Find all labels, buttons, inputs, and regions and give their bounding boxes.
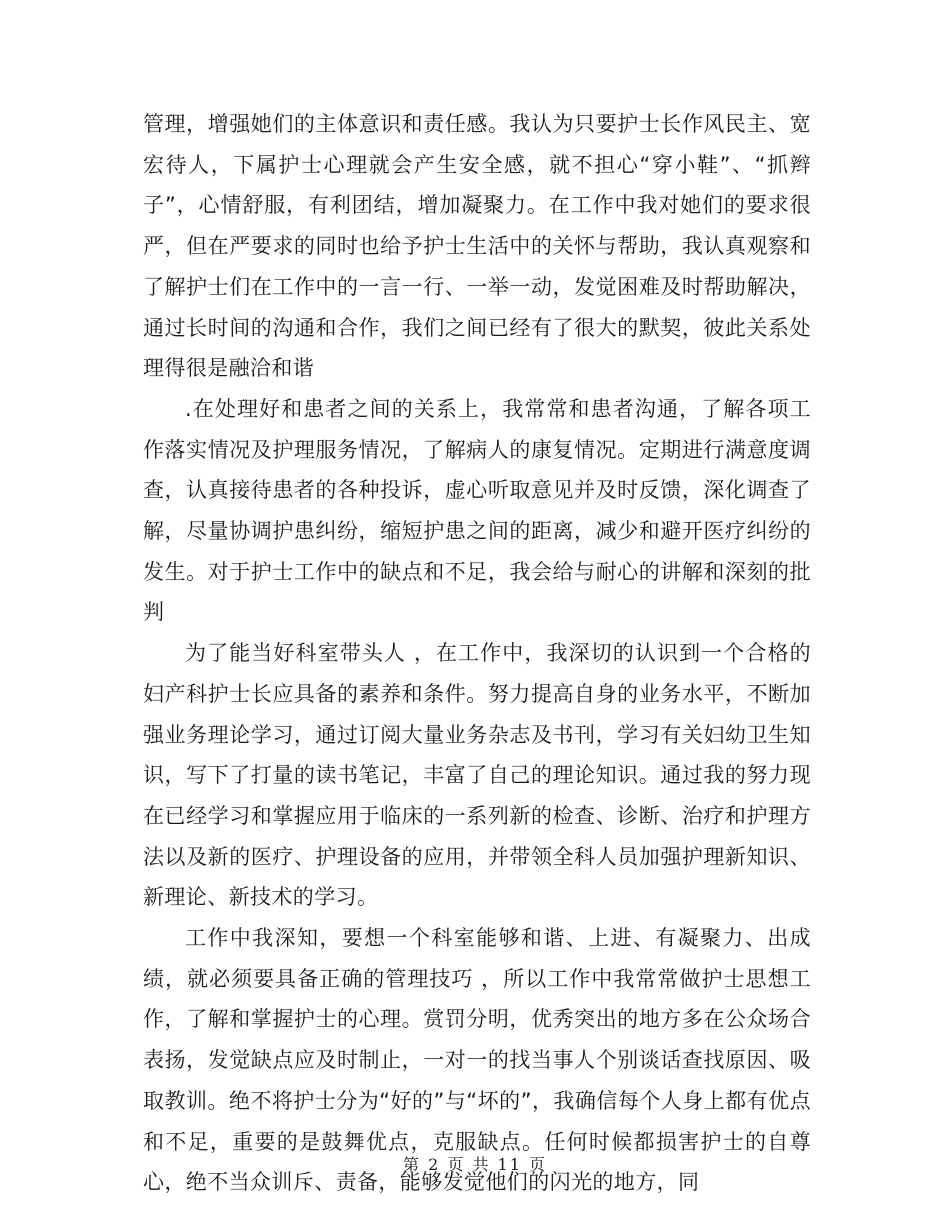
page-footer: 第 2 页 共 11 页 [403, 1155, 547, 1174]
document-body [143, 104, 811, 1203]
paragraph-4: 工作中我深知，要想一个科室能够和谐、上进、有凝聚力、出成绩，就必须要具备正确的管理技巧 ，所以工作中我常常做护士思想工作，了解和掌握护士的心理。赏罚分明，优秀突出的地方多在公众场合表扬，发觉缺点应及时制止，一对一的找当事人个别谈话查找原因、吸取教训。绝不将护士分为“好的”与“坏的”，我确信每个人身上都有优点和不足，重要的是鼓舞优点，克服缺点。任何时候都损害护士的自尊心，绝不当众训斥、责备，能够发觉他们的闪光的地方，同 [143, 926, 811, 1195]
paragraph-3: 为了能当好科室带头人 ，在工作中，我深切的认识到一个合格的妇产科护士长应具备的素养和条件。努力提高自身的业务水平，不断加强业务理论学习，通过订阅大量业务杂志及书刊，学习有关妇幼卫生知识，写下了打量的读书笔记，丰富了自己的理论知识。通过我的努力现在已经学习和掌握应用于临床的一系列新的检查、诊断、治疗和护理方法以及新的医疗、护理设备的应用，并带领全科人员加强护理新知识、新理论、新技术的学习。 [143, 641, 811, 910]
paragraph-1: 管理，增强她们的主体意识和责任感。我认为只要护士长作风民主、宽宏待人，下属护士心理就会产生安全感，就不担心“穿小鞋”、“抓辫子”，心情舒服，有利团结，增加凝聚力。在工作中我对她们的要求很严，但在严要求的同时也给予护士生活中的关怀与帮助，我认真观察和了解护士们在工作中的一言一行、一举一动，发觉困难及时帮助解决，通过长时间的沟通和合作，我们之间已经有了很大的默契，彼此关系处理得很是融洽和谐 [143, 112, 811, 381]
paragraph-2: .在处理好和患者之间的关系上，我常常和患者沟通，了解各项工作落实情况及护理服务情况，了解病人的康复情况。定期进行满意度调查，认真接待患者的各种投诉，虚心听取意见并及时反馈，深化调查了解，尽量协调护患纠纷，缩短护患之间的距离，减少和避开医疗纠纷的发生。对于护士工作中的缺点和不足，我会给与耐心的讲解和深刻的批判 [143, 396, 811, 625]
